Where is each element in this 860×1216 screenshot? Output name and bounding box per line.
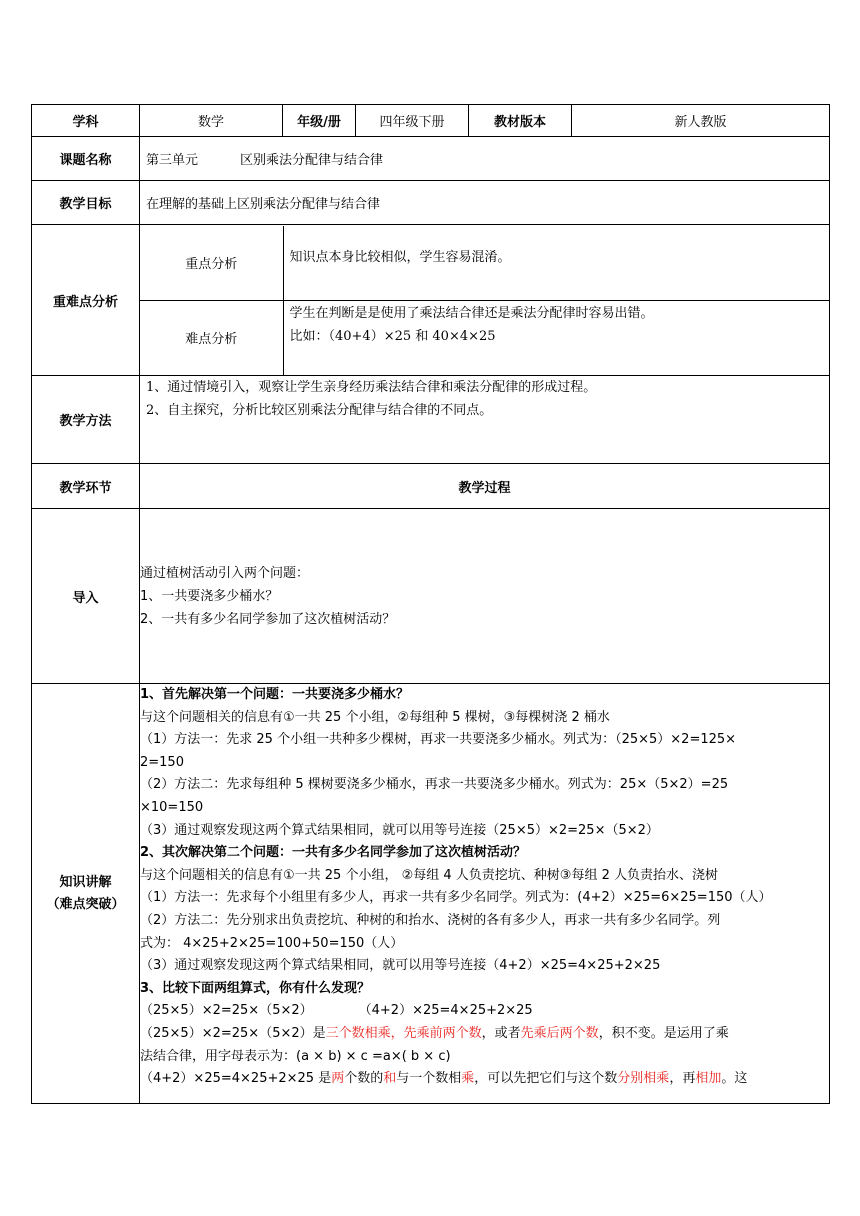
text-run: ，可以先把它们与这个数 — [474, 1071, 618, 1087]
difficulty-label: 重难点分析 — [32, 225, 140, 376]
difficulty-subtable — [140, 226, 829, 375]
hard-point-line-2: 比如：（40+4）×25 和 40×4×25 — [289, 329, 496, 344]
knowledge-line: （2）方法二：先求每组种 5 棵树要浇多少桶水，再求一共要浇多少桶水。列式为：25×（5×2）=25 — [140, 777, 729, 793]
knowledge-text — [140, 684, 830, 1104]
intro-label: 导入 — [32, 509, 140, 684]
edition-value: 新人教版 — [572, 105, 830, 137]
associative-formula: 法结合律，用字母表示为：(a × b) × c =a×( b × c) — [140, 1048, 451, 1064]
associative-explanation — [140, 1023, 829, 1046]
lesson-plan-table — [31, 104, 830, 1104]
difficulty-row — [32, 225, 830, 376]
topic-row — [32, 137, 830, 181]
stage-row — [32, 464, 830, 509]
knowledge-line: （2）方法二：先分别求出负责挖坑、种树的和抬水、浇树的各有多少人，再求一共有多少名同学。列 — [140, 912, 721, 928]
text-run: （25×5）×2=25×（5×2）是 — [140, 1025, 326, 1041]
process-header: 教学过程 — [140, 464, 830, 509]
intro-line-2: 1、一共要浇多少桶水？ — [140, 588, 279, 604]
text-run: ，积不变。是运用了乘 — [598, 1025, 729, 1041]
hard-point-text — [283, 301, 829, 375]
knowledge-heading-1: 1、首先解决第一个问题：一共要浇多少桶水？ — [140, 687, 410, 702]
knowledge-line: （1）方法一：先求 25 个小组一共种多少棵树，再求一共要浇多少桶水。列式为：（25×5）×2=125× — [140, 732, 737, 748]
highlight-run: 和 — [383, 1071, 397, 1087]
knowledge-compare-line — [140, 1000, 829, 1023]
grade-label: 年级/册 — [283, 105, 356, 137]
knowledge-line: 与这个问题相关的信息有①一共 25 个小组，②每组种 5 棵树，③每棵树浇 2 桶水 — [140, 709, 610, 725]
knowledge-line: 2=150 — [140, 754, 184, 770]
highlight-run: 乘 — [461, 1071, 475, 1087]
topic-value — [140, 137, 830, 181]
text-run: 个数的 — [344, 1071, 384, 1087]
key-point-label: 重点分析 — [140, 226, 283, 301]
knowledge-heading-2: 2、其次解决第二个问题：一共有多少名同学参加了这次植树活动？ — [140, 845, 527, 861]
knowledge-label — [32, 684, 140, 1104]
grade-value: 四年级下册 — [356, 105, 469, 137]
highlight-run: 先乘后两个数 — [520, 1025, 599, 1041]
highlight-run: 两 — [331, 1071, 345, 1087]
text-run: ，再 — [669, 1071, 696, 1087]
distributive-explanation — [140, 1068, 829, 1091]
subject-value: 数学 — [140, 105, 283, 137]
text-run: 与一个数相 — [396, 1071, 462, 1087]
knowledge-line: 式为： 4×25+2×25=100+50=150（人） — [140, 935, 404, 951]
header-row — [32, 105, 830, 137]
knowledge-label-line-2: （难点突破） — [46, 896, 125, 912]
method-row — [32, 376, 830, 464]
highlight-run: 三个数相乘，先乘前两个数 — [325, 1025, 482, 1041]
knowledge-line: （3）通过观察发现这两个算式结果相同，就可以用等号连接（25×5）×2=25×（5×2） — [140, 822, 659, 838]
highlight-run: 分别相乘 — [617, 1071, 670, 1087]
knowledge-row — [32, 684, 830, 1104]
edition-label: 教材版本 — [469, 105, 572, 137]
knowledge-line: 与这个问题相关的信息有①一共 25 个小组， ②每组 4 人负责挖坑、种树③每组 2 人负责抬水、浇树 — [140, 867, 718, 883]
intro-line-3: 2、一共有多少名同学参加了这次植树活动？ — [140, 611, 396, 627]
stage-label: 教学环节 — [32, 464, 140, 509]
knowledge-line: （3）通过观察发现这两个算式结果相同，就可以用等号连接（4+2）×25=4×25+2×25 — [140, 958, 661, 974]
goal-label: 教学目标 — [32, 181, 140, 225]
subject-label: 学科 — [32, 105, 140, 137]
knowledge-heading-3: 3、比较下面两组算式，你有什么发现？ — [140, 980, 371, 996]
hard-point-label: 难点分析 — [140, 301, 283, 375]
text-run: （4+2）×25=4×25+2×25 是 — [140, 1071, 332, 1087]
knowledge-label-line-1: 知识讲解 — [59, 874, 112, 890]
key-point-text: 知识点本身比较相似，学生容易混淆。 — [289, 249, 511, 265]
topic-title: 区别乘法分配律与结合律 — [240, 153, 384, 168]
distributive-equation: （4+2）×25=4×25+2×25 — [358, 1003, 533, 1019]
intro-row — [32, 509, 830, 684]
method-label: 教学方法 — [32, 376, 140, 464]
hard-point-line-1: 学生在判断是是使用了乘法结合律还是乘法分配律时容易出错。 — [289, 306, 654, 321]
intro-text — [140, 509, 830, 684]
topic-unit: 第三单元 — [146, 153, 199, 168]
goal-text: 在理解的基础上区别乘法分配律与结合律 — [140, 181, 830, 225]
goal-row — [32, 181, 830, 225]
text-run: ，或者 — [481, 1025, 521, 1041]
method-line-1: 1、通过情境引入，观察让学生亲身经历乘法结合律和乘法分配律的形成过程。 — [146, 380, 597, 395]
knowledge-line: （1）方法一：先求每个小组里有多少人，再求一共有多少名同学。列式为：(4+2）×25=6×25=150（人） — [140, 890, 772, 906]
intro-line-1: 通过植树活动引入两个问题： — [140, 565, 310, 581]
associative-equation: （25×5）×2=25×（5×2） — [140, 1003, 313, 1019]
method-text — [140, 376, 830, 464]
text-run: 。这 — [721, 1071, 748, 1087]
method-line-2: 2、自主探究，分析比较区别乘法分配律与结合律的不同点。 — [146, 403, 493, 418]
knowledge-line: ×10=150 — [140, 799, 204, 815]
highlight-run: 相加 — [695, 1071, 722, 1087]
topic-label: 课题名称 — [32, 137, 140, 181]
